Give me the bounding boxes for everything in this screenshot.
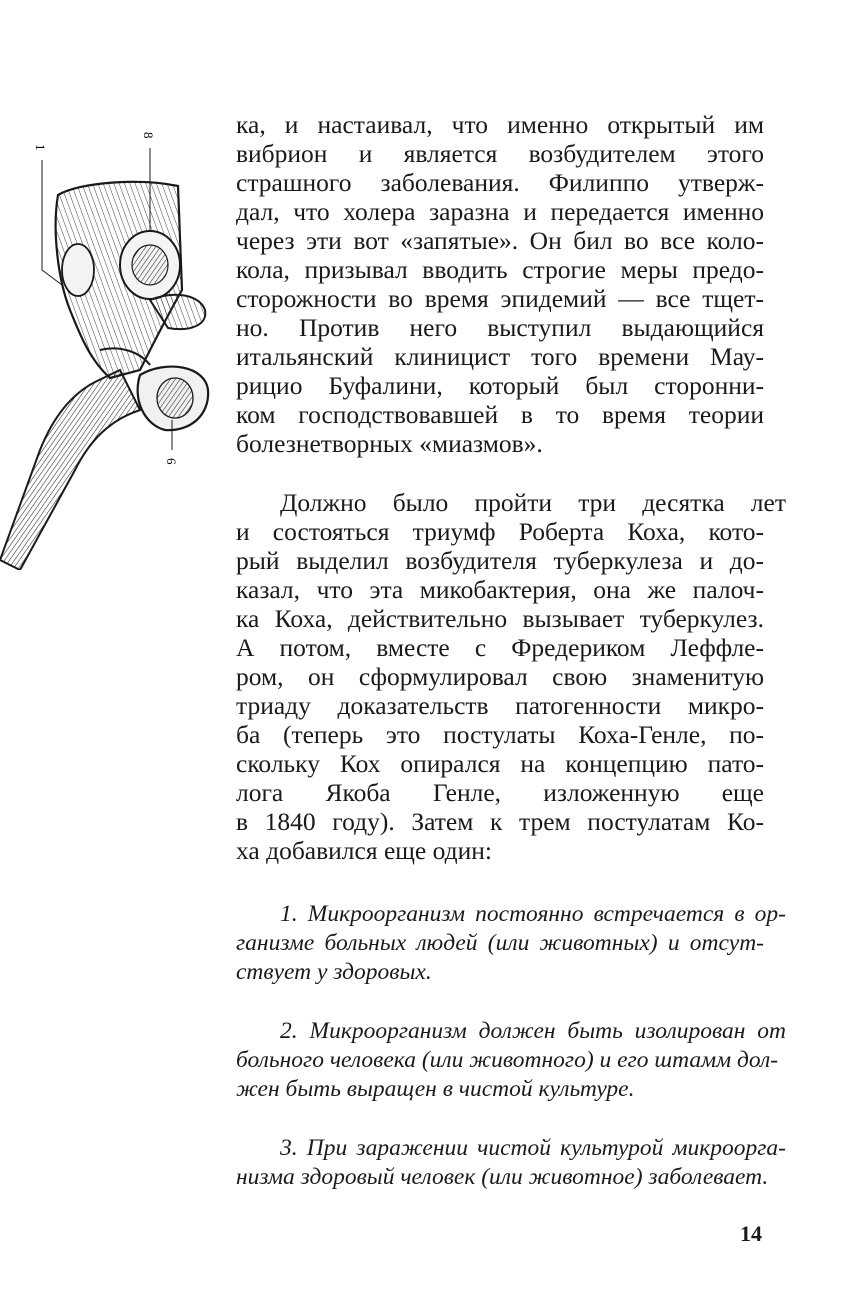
text-line: 3. При заражении чистой культурой микроорга- xyxy=(280,1135,786,1161)
text-line: А потом, вместе с Фредериком Леффле- xyxy=(236,633,764,662)
text-line: казал, что эта микобактерия, она же палоч- xyxy=(236,575,764,604)
text-line: больного человека (или животного) и его штамм дол- xyxy=(236,1047,779,1073)
text-line: вибрион и является возбудителем этого xyxy=(236,139,764,168)
text-line: сторожности во время эпидемий — все тщет- xyxy=(236,284,764,313)
text-line: ка, и настаивал, что именно открытый им xyxy=(236,110,764,139)
text-line: 2. Микроорганизм должен быть изолирован от xyxy=(280,1018,786,1044)
text-line: ба (теперь это постулаты Коха-Генле, по- xyxy=(236,720,764,749)
text-line: но. Против него выступил выдающийся xyxy=(236,313,764,342)
text-line: рицио Буфалини, который был сторонни- xyxy=(236,371,764,400)
text-line: Должно было пройти три десятка лет xyxy=(280,488,786,517)
text-line: рый выделил возбудителя туберкулеза и до- xyxy=(236,546,764,575)
text-line: болезнетворных «миазмов». xyxy=(236,429,543,458)
page-number: 14 xyxy=(740,1221,762,1246)
text-line: и состояться триумф Роберта Коха, кото- xyxy=(236,517,764,546)
text-line: лога Якоба Генле, изложенную еще xyxy=(236,778,764,807)
text-line: в 1840 году). Затем к трем постулатам Ко- xyxy=(236,807,764,836)
text-line: ка Коха, действительно вызывает туберкулез. xyxy=(236,604,764,633)
figure-label-b: 8 xyxy=(141,132,156,139)
text-line: через эти вот «запятые». Он бил во все коло- xyxy=(236,226,764,255)
text-line: ганизме больных людей (или животных) и отсут- xyxy=(236,930,764,956)
text-line: ком господствовавшей в то время теории xyxy=(236,400,764,429)
text-line: ром, он сформулировал свою знаменитую xyxy=(236,662,764,691)
figure-label-c: 6 xyxy=(164,458,179,465)
text-line: страшного заболевания. Филиппо утверж- xyxy=(236,168,764,197)
text-line: низма здоровый человек (или животное) заболевает. xyxy=(236,1164,769,1190)
text-line: ствует у здоровых. xyxy=(236,959,432,985)
text-line: скольку Кох опирался на концепцию пато- xyxy=(236,749,764,778)
text-line: итальянский клиницист того времени Мау- xyxy=(236,342,764,371)
text-line: 1. Микроорганизм постоянно встречается в ор- xyxy=(280,901,786,927)
vertebra-illustration xyxy=(0,120,220,570)
figure-label-a: 1 xyxy=(33,144,48,151)
text-line: ха добавился еще один: xyxy=(236,836,492,865)
text-line: кола, призывал вводить строгие меры предо- xyxy=(236,255,764,284)
text-line: дал, что холера заразна и передается именно xyxy=(236,197,764,226)
text-line: жен быть выращен в чистой культуре. xyxy=(236,1076,635,1102)
text-line: триаду доказательств патогенности микро- xyxy=(236,691,764,720)
